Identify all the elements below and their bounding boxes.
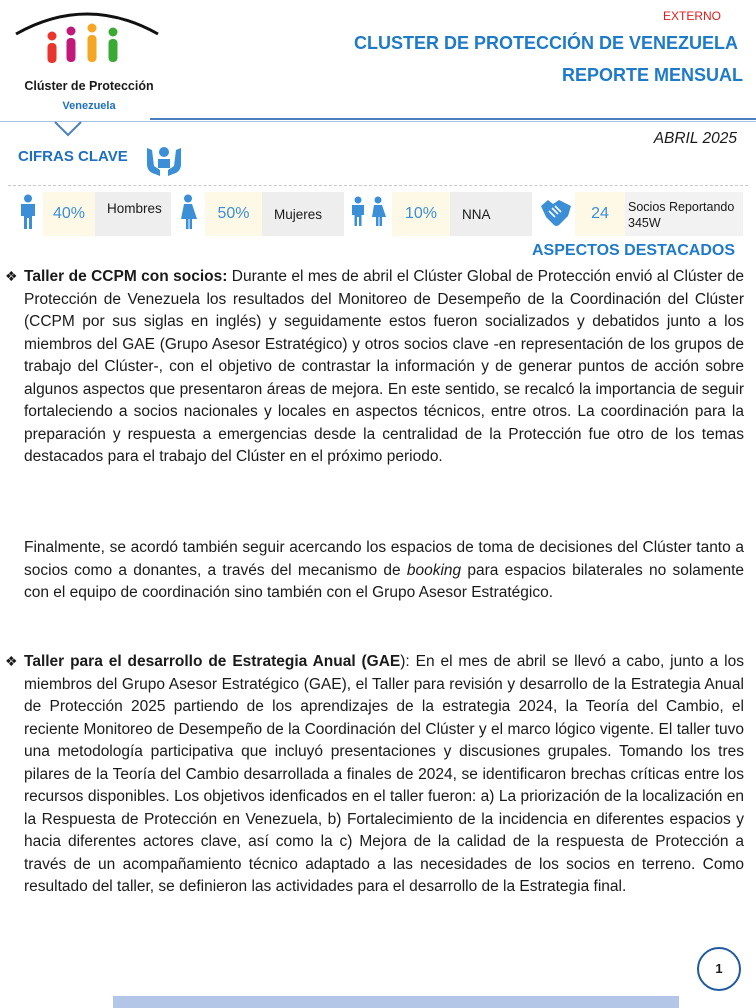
report-subtitle: REPORTE MENSUAL: [561, 65, 743, 85]
highlight-strategy-paragraph: [24, 651, 744, 899]
partners-label-box: [625, 192, 743, 236]
partners-sublabel: 345W: [628, 216, 661, 230]
women-percentage: 50%: [205, 192, 262, 236]
highlight-ccpm-paragraph: [24, 266, 744, 469]
logo-subtitle: Venezuela: [62, 100, 116, 112]
classification-label: EXTERNO: [662, 9, 721, 23]
header-divider-light: [0, 121, 756, 122]
chevron-down-icon: [53, 120, 83, 140]
bullet-diamond-icon: ❖: [5, 653, 18, 669]
report-month: ABRIL 2025: [653, 130, 737, 147]
women-label: Mujeres: [262, 192, 344, 236]
footer-bar: [113, 996, 679, 1008]
report-title: CLUSTER DE PROTECCIÓN DE VENEZUELA: [353, 33, 738, 53]
highlight-strategy-text: ): En el mes de abril se llevó a cabo, junto a los miembros del Grupo Asesor Estratégico (GAE), el Taller para revisión y desarrollo de la Estrategia Anual de Protección 2025 partiendo de los aprendizajes de la estrategia 2024, la Teoría del Cambio, el reciente Monitoreo de Desempeño de la Coordinación del Clúster y el marco lógico vigente. El taller tuvo una metodología participativa que incluyó presentaciones y discusiones grupales. Tomando los tres pilares de la Teoría del Cambio desarrollada a finales de 2024, se identificaron brechas críticas entre los recursos disponibles. Los objetivos idenficados en el taller fueron: a) La priorización de la localización en la Respuesta de Protección en Venezuela, b) Fortalecimiento de la incidencia en diferentes espacios y hacia diferentes actores clave, así como la c) Mejora de la calidad de la respuesta de Protección a través de un acompañamiento técnico adaptado a las necesidades de los socios en terreno. Como resultado del taller, se definieron las actividades para el desarrollo de la Estrategia final.: [24, 653, 744, 895]
highlight-ccpm-text-2a: Finalmente, se acordó también seguir acercando los espacios de toma de decisiones del Clúster tanto a socios como a donantes, a través del mecanismo de: [24, 539, 744, 579]
children-percentage: 10%: [392, 192, 450, 236]
partners-label: Socios Reportando: [628, 200, 735, 214]
highlight-strategy-title: Taller para el desarrollo de Estrategia Anual (GAE: [24, 653, 401, 670]
booking-term: booking: [406, 561, 462, 579]
logo-name: Clúster de Protección: [24, 79, 154, 93]
highlight-ccpm-text: Durante el mes de abril el Clúster Global de Protección envió al Clúster de Protección de Venezuela los resultados del Monitoreo de Desempeño de la Coordinación del Clúster (CCPM por sus siglas en inglés) y seguidamente estos fueron socializados y debatidos junto a los miembros del GAE (Grupo Asesor Estratégico) y otros socios clave -en representación de los grupos de trabajo del Clúster-, con el objetivo de contrastar la información y de generar puntos de acción sobre algunos aspectos que presentaron áreas de mejora. En este sentido, se recalcó la importancia de seguir fortaleciendo a socios nacionales y locales en aspectos técnicos, entre otros. La coordinación para la preparación y respuesta a emergencias desde la centralidad de la Protección fue otro de los temas destacados para el trabajo del Clúster en el próximo periodo.: [24, 268, 745, 465]
men-label: Hombres: [95, 192, 171, 236]
cluster-logo: [12, 6, 162, 66]
man-icon: [17, 194, 39, 230]
woman-icon: [177, 194, 199, 230]
section-divider: [8, 185, 748, 186]
handshake-icon: [540, 194, 572, 230]
key-figures-heading: CIFRAS CLAVE: [18, 148, 128, 165]
bullet-diamond-icon: ❖: [5, 268, 18, 284]
highlight-ccpm-text-2b: para espacios bilaterales no solamente con el equipo de coordinación sino también con el Grupo Asesor Estratégico.: [24, 561, 744, 601]
children-icon: [349, 194, 387, 230]
highlight-ccpm-title: Taller de CCPM con socios:: [24, 268, 228, 285]
header-divider: [150, 118, 756, 120]
partners-count: 24: [575, 192, 625, 236]
page-number: 1: [697, 947, 741, 991]
children-label: NNA: [450, 192, 532, 236]
helping-hands-icon: [144, 140, 184, 180]
highlight-ccpm-paragraph-2: [24, 537, 744, 605]
highlights-heading: ASPECTOS DESTACADOS: [532, 242, 735, 259]
men-percentage: 40%: [43, 192, 95, 236]
